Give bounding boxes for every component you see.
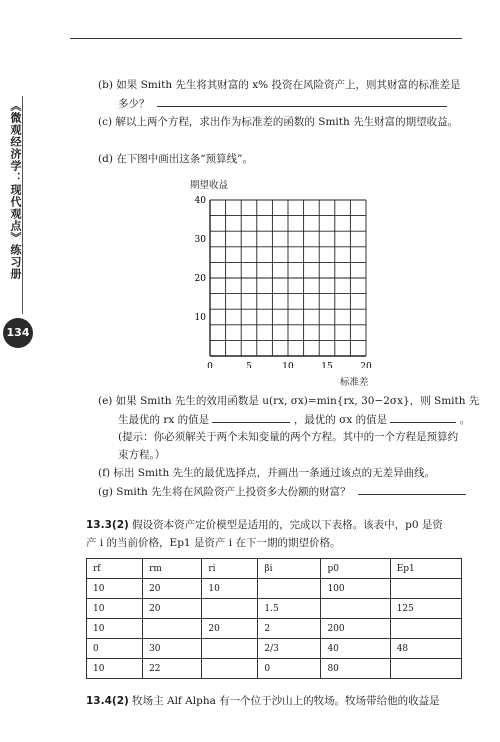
question-e-line4: 束方程。） bbox=[118, 449, 166, 461]
table-cell[interactable] bbox=[258, 579, 321, 599]
question-e-text-b: ，最优的 σx 的值是 bbox=[293, 414, 388, 426]
question-e-text-a: 生最优的 rx 的值是 bbox=[118, 414, 210, 426]
table-cell: p0 bbox=[321, 559, 390, 579]
table-cell: 1.5 bbox=[258, 599, 321, 619]
chart-y-axis-label: 期望收益 bbox=[190, 180, 229, 191]
table-cell: 10 bbox=[202, 579, 258, 599]
book-title: 《微观经济学：现代观点》练习册 bbox=[9, 100, 22, 280]
table-cell: 20 bbox=[202, 619, 258, 639]
table-cell[interactable] bbox=[202, 659, 258, 679]
problem-13-4-text: 牧场主 Alf Alpha 有一个位于沙山上的牧场。牧场带给他的收益是 bbox=[132, 695, 440, 707]
capm-table bbox=[86, 558, 462, 679]
page-number-badge: 134 bbox=[3, 318, 33, 348]
answer-grid-chart[interactable] bbox=[192, 190, 382, 368]
table-cell: 48 bbox=[390, 639, 461, 659]
table-cell: 10 bbox=[87, 599, 143, 619]
table-cell: 0 bbox=[87, 639, 143, 659]
table-cell: βi bbox=[258, 559, 321, 579]
question-b-line2 bbox=[118, 96, 447, 111]
question-c: (c) 解以上两个方程，求出作为标准差的函数的 Smith 先生财富的期望收益。 bbox=[98, 116, 459, 128]
x-tick-label: 15 bbox=[321, 362, 333, 368]
answer-blank-b[interactable] bbox=[157, 96, 447, 107]
question-b-line1 bbox=[98, 78, 461, 92]
x-tick-label: 10 bbox=[282, 362, 294, 368]
answer-blank-sigma[interactable] bbox=[390, 412, 456, 423]
table-cell: 100 bbox=[321, 579, 390, 599]
grid-lines bbox=[210, 200, 366, 356]
chart-x-axis-label: 标准差 bbox=[340, 377, 369, 388]
question-e-line3: (提示：你必须解关于两个未知变量的两个方程。其中的一个方程是预算约 bbox=[118, 431, 459, 443]
answer-blank-rx[interactable] bbox=[212, 412, 290, 423]
problem-13-3-number: 13.3(2) bbox=[86, 519, 129, 531]
table-cell: 10 bbox=[87, 659, 143, 679]
table-cell: 10 bbox=[87, 579, 143, 599]
table-cell[interactable] bbox=[390, 619, 461, 639]
table-cell: Ep1 bbox=[390, 559, 461, 579]
y-tick-label: 20 bbox=[194, 274, 206, 284]
table-cell[interactable] bbox=[390, 659, 461, 679]
question-d: (d) 在下图中画出这条“预算线”。 bbox=[98, 153, 253, 165]
y-tick-label: 30 bbox=[194, 235, 206, 245]
x-tick-label: 5 bbox=[246, 362, 252, 368]
question-e-line1: (e) 如果 Smith 先生的效用函数是 u(rx, σx)=min{rx, 30−2σx}，则 Smith 先 bbox=[98, 395, 480, 407]
answer-blank-g[interactable] bbox=[358, 484, 466, 495]
x-tick-label: 20 bbox=[360, 362, 372, 368]
tick-labels bbox=[195, 196, 372, 368]
table-cell: 200 bbox=[321, 619, 390, 639]
question-f: (f) 标出 Smith 先生的最优选择点，并画出一条通过该点的无差异曲线。 bbox=[98, 467, 436, 479]
problem-13-3-line2: 产 i 的当前价格，Ep1 是资产 i 在下一期的期望价格。 bbox=[86, 537, 341, 549]
table-cell[interactable] bbox=[202, 639, 258, 659]
header-rule bbox=[70, 38, 462, 39]
table-cell: 22 bbox=[143, 659, 202, 679]
table-cell: 20 bbox=[143, 579, 202, 599]
problem-13-4-number: 13.4(2) bbox=[86, 695, 129, 707]
table-cell: 0 bbox=[258, 659, 321, 679]
question-e-line2 bbox=[118, 412, 470, 427]
y-tick-label: 10 bbox=[194, 313, 206, 323]
table-row bbox=[87, 639, 462, 659]
table-row bbox=[87, 659, 462, 679]
table-row bbox=[87, 579, 462, 599]
question-g-text: (g) Smith 先生将在风险资产上投资多大份额的财富？ bbox=[98, 486, 351, 498]
question-b-text-2: 多少？ bbox=[118, 98, 150, 110]
table-cell: 2/3 bbox=[258, 639, 321, 659]
question-e-text-c: 。 bbox=[459, 414, 471, 426]
problem-13-4-line bbox=[86, 694, 440, 708]
table-row bbox=[87, 599, 462, 619]
problem-13-3-line1 bbox=[86, 518, 443, 532]
table-cell: rf bbox=[87, 559, 143, 579]
table-cell: 10 bbox=[87, 619, 143, 639]
table-cell: 125 bbox=[390, 599, 461, 619]
table-cell[interactable] bbox=[202, 599, 258, 619]
table-cell: 2 bbox=[258, 619, 321, 639]
question-b-text: (b) 如果 Smith 先生将其财富的 x% 投资在风险资产上，则其财富的标准差是 bbox=[98, 79, 461, 91]
table-cell[interactable] bbox=[143, 619, 202, 639]
table-cell: 20 bbox=[143, 599, 202, 619]
x-tick-label: 0 bbox=[207, 362, 213, 368]
table-cell[interactable] bbox=[390, 579, 461, 599]
problem-13-3-text: 假设资本资产定价模型是适用的，完成以下表格。该表中，p0 是资 bbox=[132, 519, 443, 531]
y-tick-label: 40 bbox=[194, 196, 206, 206]
table-header-row bbox=[87, 559, 462, 579]
table-cell: 80 bbox=[321, 659, 390, 679]
table-cell: rm bbox=[143, 559, 202, 579]
table-cell: ri bbox=[202, 559, 258, 579]
table-cell: 30 bbox=[143, 639, 202, 659]
question-g bbox=[98, 484, 466, 499]
table-cell: 40 bbox=[321, 639, 390, 659]
table-row bbox=[87, 619, 462, 639]
table-cell[interactable] bbox=[321, 599, 390, 619]
